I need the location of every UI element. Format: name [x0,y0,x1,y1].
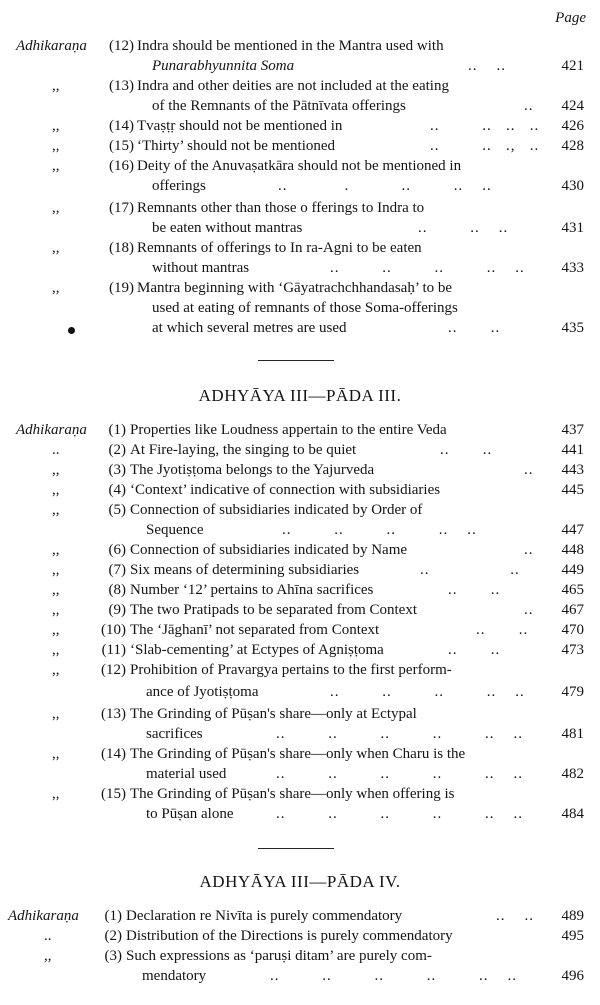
entry-page-number: 437 [561,422,584,438]
entry-title: The Jyotiṣṭoma belongs to the Yajurveda [130,462,375,478]
entry-title: The Grinding of Pūṣan's share—only when Charu is the [130,746,466,762]
toc-entry-s2-7 [0,560,600,580]
entry-number: (12) [101,662,126,678]
entry-page-number: 445 [561,482,584,498]
entry-title: ance of Jyotiṣṭoma [146,684,259,700]
entry-number: (10) [101,622,126,638]
ditto-mark: ,, [52,482,60,498]
ink-blot-mark [68,327,75,334]
ditto-mark: ,, [52,662,60,678]
leader-dots: .. .. [468,58,506,74]
entry-number: (1) [104,908,122,924]
ditto-mark: ,, [52,138,60,154]
toc-entry-s1-12-cont [0,56,600,76]
leader-dots: .. .. .. .. .. .. [276,806,523,822]
ditto-mark: ,, [52,706,60,722]
entry-page-number: 489 [561,908,584,924]
entry-page-number: 435 [561,320,584,336]
ditto-mark: ,, [52,158,60,174]
toc-entry-s2-15-cont [0,804,600,824]
entry-page-number: 481 [561,726,584,742]
toc-entry-s3-3 [0,946,600,966]
toc-entry-s2-11 [0,640,600,660]
entry-title: Punarabhyunnita Soma [152,58,295,74]
ditto-mark: ,, [52,622,60,638]
entry-number: (3) [104,948,122,964]
toc-entry-s3-3-cont [0,966,600,986]
adhikarana-label: Adhikaraṇa [8,908,79,924]
toc-entry-s1-12 [0,36,600,56]
adhikarana-label: Adhikaraṇa [16,38,87,54]
adhikarana-label: Adhikaraṇa [16,422,87,438]
toc-entry-s2-1 [0,420,600,440]
entry-title: Six means of determining subsidiaries [130,562,360,578]
entry-number: (18) [109,240,134,256]
leader-dots: .. .. .. .. [430,118,540,134]
entry-number: (11) [101,642,126,658]
leader-dots: .. .. [420,562,520,578]
toc-entry-s1-17 [0,198,600,218]
entry-title: offerings [152,178,206,194]
leader-dots: .. .. [476,622,529,638]
toc-entry-s2-10 [0,620,600,640]
entry-page-number: 495 [561,928,584,944]
ditto-mark: ,, [52,542,60,558]
section-divider [258,848,334,849]
entry-title: of the Remnants of the Pātnīvata offerings [152,98,406,114]
entry-title: The ‘Jāghanī’ not separated from Context [130,622,380,638]
leader-dots: .. .. .. .. .. .. [276,766,523,782]
entry-title: be eaten without mantras [152,220,303,236]
toc-entry-s1-16-cont [0,176,600,196]
ditto-mark: ,, [52,642,60,658]
leader-dots: .. .. .. .. .. [330,684,525,700]
section-heading: ADHYĀYA III—PĀDA IV. [199,872,401,891]
entry-title: used at eating of remnants of those Soma-offerings [152,300,458,316]
entry-title: material used [146,766,227,782]
leader-dots: .. [524,602,534,618]
leader-dots: .. [524,542,534,558]
entry-title: The two Pratipads to be separated from Context [130,602,418,618]
entry-page-number: 470 [561,622,584,638]
ditto-mark: ,, [52,240,60,256]
entry-number: (9) [108,602,126,618]
entry-title: Remnants other than those o fferings to Indra to [137,200,425,216]
toc-entry-s2-13 [0,704,600,724]
page-header-label: Page [555,10,586,26]
entry-number: (12) [109,38,134,54]
entry-page-number: 428 [561,138,584,154]
toc-entry-s2-15 [0,784,600,804]
leader-dots: .. .. .. .. .. [282,522,477,538]
toc-entry-s1-13-cont [0,96,600,116]
entry-number: (16) [109,158,134,174]
leader-dots: .. [524,98,534,114]
toc-entry-s2-5-cont [0,520,600,540]
entry-title: mendatory [142,968,207,984]
entry-title: Connection of subsidiaries indicated by Order of [130,502,423,518]
leader-dots: .. .. .. .. .. .. [270,968,517,984]
entry-number: (19) [109,280,134,296]
entry-page-number: 421 [561,58,584,74]
entry-number: (8) [108,582,126,598]
toc-entry-s2-4 [0,480,600,500]
entry-title: Mantra beginning with ‘Gāyatrachchhandasaḥ’ to be [137,280,453,296]
entry-page-number: 465 [561,582,584,598]
entry-number: (15) [109,138,134,154]
entry-title: The Grinding of Pūṣan's share—only at Ectypal [130,706,417,722]
section-divider [258,360,334,361]
entry-title: The Grinding of Pūṣan's share—only when offering is [130,786,455,802]
toc-entry-s1-17-cont [0,218,600,238]
toc-entry-s3-2 [0,926,600,946]
entry-number: (14) [109,118,134,134]
toc-entry-s1-19-cont [0,298,600,318]
entry-page-number: 431 [561,220,584,236]
ditto-mark: ,, [52,280,60,296]
toc-entry-s1-19-cont2 [0,318,600,338]
leader-dots: .. .. .. [418,220,509,236]
ditto-mark: ,, [52,786,60,802]
entry-title: At Fire-laying, the singing to be quiet [130,442,357,458]
entry-title: at which several metres are used [152,320,347,336]
entry-title: Remnants of offerings to In ra-Agni to be eaten [137,240,422,256]
toc-entry-s1-18-cont [0,258,600,278]
entry-page-number: 449 [561,562,584,578]
entry-title: Indra and other deities are not included at the eating [137,78,449,94]
entry-number: (2) [108,442,126,458]
leader-dots: .. .. [448,582,501,598]
toc-entry-s2-12 [0,660,600,680]
leader-dots: .. .. .. .. .. .. [276,726,523,742]
entry-title: Properties like Loudness appertain to the entire Veda [130,422,447,438]
ditto-mark: .. [44,928,52,944]
entry-page-number: 467 [561,602,584,618]
entry-number: (2) [104,928,122,944]
entry-title: Deity of the Anuvaṣatkāra should not be mentioned in [137,158,462,174]
toc-entry-s1-13 [0,76,600,96]
toc-entry-s1-19 [0,278,600,298]
entry-title: Prohibition of Pravargya pertains to the first perform- [130,662,452,678]
toc-entry-s2-3 [0,460,600,480]
entry-title: Indra should be mentioned in the Mantra used with [137,38,444,54]
ditto-mark: ,, [52,562,60,578]
ditto-mark: ,, [52,602,60,618]
entry-page-number: 473 [561,642,584,658]
toc-entry-s2-12-cont [0,682,600,702]
entry-title: Tvaṣṭṛ should not be mentioned in [137,118,343,134]
entry-title: Sequence [146,522,204,538]
entry-title: to Pūṣan alone [146,806,234,822]
toc-entry-s2-2 [0,440,600,460]
entry-title: ‘Context’ indicative of connection with subsidiaries [130,482,441,498]
toc-entry-s2-13-cont [0,724,600,744]
leader-dots: .. .. [448,642,501,658]
entry-title: Distribution of the Directions is purely commendatory [126,928,453,944]
entry-page-number: 447 [561,522,584,538]
ditto-mark: ,, [52,582,60,598]
entry-page-number: 496 [561,968,584,984]
entry-number: (3) [108,462,126,478]
entry-title: sacrifices [146,726,203,742]
entry-number: (5) [108,502,126,518]
leader-dots: .. .. .. .. .. [330,260,525,276]
leader-dots: .. .. ., .. [430,138,540,154]
toc-entry-s2-9 [0,600,600,620]
ditto-mark: ,, [52,502,60,518]
entry-page-number: 448 [561,542,584,558]
entry-page-number: 424 [561,98,584,114]
entry-number: (13) [109,78,134,94]
ditto-mark: ,, [52,462,60,478]
ditto-mark: ,, [52,78,60,94]
entry-number: (7) [108,562,126,578]
entry-number: (4) [108,482,126,498]
entry-page-number: 479 [561,684,584,700]
entry-page-number: 426 [561,118,584,134]
entry-number: (13) [101,706,126,722]
entry-page-number: 430 [561,178,584,194]
leader-dots: .. . .. .. .. [278,178,492,194]
toc-entry-s1-18 [0,238,600,258]
entry-title: Number ‘12’ pertains to Ahīna sacrifices [130,582,374,598]
toc-entry-s1-15 [0,136,600,156]
entry-title: Connection of subsidiaries indicated by Name [130,542,408,558]
entry-page-number: 433 [561,260,584,276]
entry-number: (6) [108,542,126,558]
entry-page-number: 482 [561,766,584,782]
entry-title: Such expressions as ‘paruṣi ditam’ are purely com- [126,948,432,964]
entry-page-number: 484 [561,806,584,822]
ditto-mark: .. [52,442,60,458]
entry-number: (17) [109,200,134,216]
entry-number: (15) [101,786,126,802]
toc-entry-s2-5 [0,500,600,520]
toc-entry-s3-1 [0,906,600,926]
entry-page-number: 443 [561,462,584,478]
toc-entry-s1-14 [0,116,600,136]
ditto-mark: ,, [52,200,60,216]
leader-dots: .. .. [440,442,493,458]
entry-number: (14) [101,746,126,762]
ditto-mark: ,, [52,746,60,762]
ditto-mark: ,, [52,118,60,134]
entry-title: Declaration re Nivīta is purely commendatory [126,908,403,924]
leader-dots: .. [524,462,534,478]
ditto-mark: ,, [44,948,52,964]
leader-dots: .. .. [448,320,501,336]
entry-title: without mantras [152,260,250,276]
section-heading: ADHYĀYA III—PĀDA III. [198,386,402,405]
toc-entry-s2-6 [0,540,600,560]
entry-number: (1) [108,422,126,438]
entry-page-number: 441 [561,442,584,458]
entry-title: ‘Thirty’ should not be mentioned [137,138,336,154]
toc-entry-s2-14-cont [0,764,600,784]
leader-dots: .. .. [496,908,534,924]
toc-entry-s2-14 [0,744,600,764]
toc-entry-s1-16 [0,156,600,176]
toc-entry-s2-8 [0,580,600,600]
entry-title: ‘Slab-cementing’ at Ectypes of Agniṣṭoma [130,642,384,658]
